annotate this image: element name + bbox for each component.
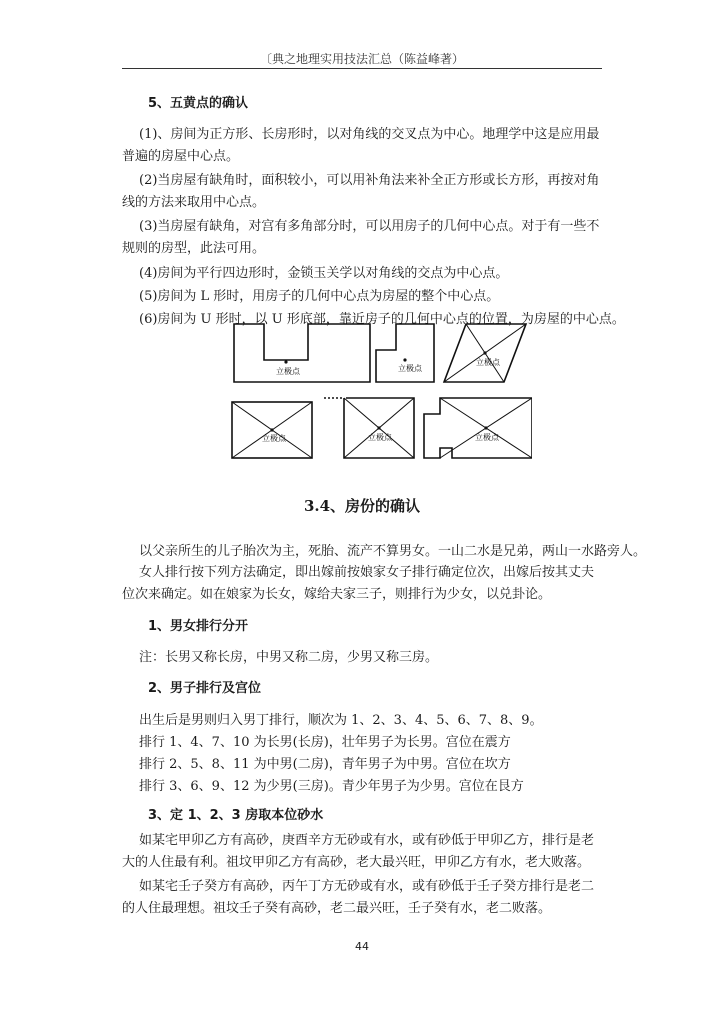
section-heading-five-yellow: 5、五黄点的确认 [148, 96, 249, 111]
ranking-line-4: 排行 3、6、9、12 为少男(三房)。青少年男子为少男。宫位在艮方 [139, 779, 524, 794]
ranking-line-2: 排行 1、4、7、10 为长男(长房)，壮年男子为长男。宫位在震方 [139, 735, 511, 750]
diagram-label: 立极点 [276, 367, 300, 376]
intro-paragraph-2: 女人排行按下列方法确定，即出嫁前按娘家女子排行确定位次，出嫁后按其丈夫位次来确定。如在娘家为长女，嫁给夫家三子，则排行为少女，以兑卦论。 [122, 565, 595, 602]
diagram-label: 立极点 [398, 364, 422, 373]
paragraph-item-1: (1)、房间为正方形、长房形时，以对角线的交叉点为中心。地理学中这是应用最普遍的房屋中心点。 [122, 127, 600, 164]
center-dot [284, 360, 287, 363]
diagram-label: 立极点 [368, 433, 392, 442]
subsection-heading-2: 2、男子排行及宫位 [148, 681, 262, 696]
page-number: 44 [355, 940, 369, 953]
paragraph-item-4: (4)房间为平行四边形时，金锁玉关学以对角线的交点为中心点。 [139, 266, 509, 281]
center-dot [483, 351, 486, 354]
diagram-label: 立极点 [476, 358, 500, 367]
intro-paragraph-1: 以父亲所生的儿子胎次为主，死胎、流产不算男女。一山二水是兄弟，两山一水路旁人。 [139, 544, 647, 559]
u-shape-room [234, 324, 370, 382]
l-shape-room [376, 324, 434, 382]
paragraph-item-6: (6)房间为 U 形时，以 U 形底部，靠近房子的几何中心点的位置，为房屋的中心点。 [139, 312, 625, 327]
section-title: 3.4、房份的确认 [303, 497, 421, 515]
diagram-label: 立极点 [262, 434, 286, 443]
subsection-heading-3: 3、定 1、2、3 房取本位砂水 [148, 808, 324, 823]
paragraph-item-2: (2)当房屋有缺角时，面积较小，可以用补角法来补全正方形或长方形，再按对角线的方法来取用中心点。 [122, 173, 600, 210]
diagram-label: 立极点 [475, 433, 499, 442]
ranking-line-1: 出生后是男则归入男丁排行，顺次为 1、2、3、4、5、6、7、8、9。 [139, 713, 543, 728]
header-rule [122, 68, 602, 69]
paragraph-item-5: (5)房间为 L 形时，用房子的几何中心点为房屋的整个中心点。 [139, 289, 500, 304]
center-dot [377, 426, 380, 429]
note-line: 注：长男又称长房，中男又称二房，少男又称三房。 [139, 650, 439, 665]
sand-water-paragraph-1: 如某宅甲卯乙方有高砂，庚酉辛方无砂或有水，或有砂低于甲卯乙方，排行是老大的人住最有利。祖坟甲卯乙方有高砂，老大最兴旺，甲卯乙方有水，老大败落。 [122, 833, 595, 870]
center-dot [270, 428, 273, 431]
center-dot [484, 426, 487, 429]
paragraph-item-3: (3)当房屋有缺角，对宫有多角部分时，可以用房子的几何中心点。对于有一些不规则的房型，此法可用。 [122, 219, 600, 256]
subsection-heading-1: 1、男女排行分开 [148, 619, 249, 634]
running-header: 〔典之地理实用技法汇总（陈益峰著） [259, 52, 464, 66]
ranking-line-3: 排行 2、5、8、11 为中男(二房)，青年男子为中男。宫位在坎方 [139, 757, 511, 772]
sand-water-paragraph-2: 如某宅壬子癸方有高砂，丙午丁方无砂或有水，或有砂低于壬子癸方排行是老二的人住最理想。祖坟壬子癸有高砂，老二最兴旺，壬子癸有水，老二败落。 [122, 879, 595, 916]
center-point-diagrams [226, 318, 532, 466]
rectangle-notch-room [424, 398, 532, 458]
center-dot [403, 358, 406, 361]
